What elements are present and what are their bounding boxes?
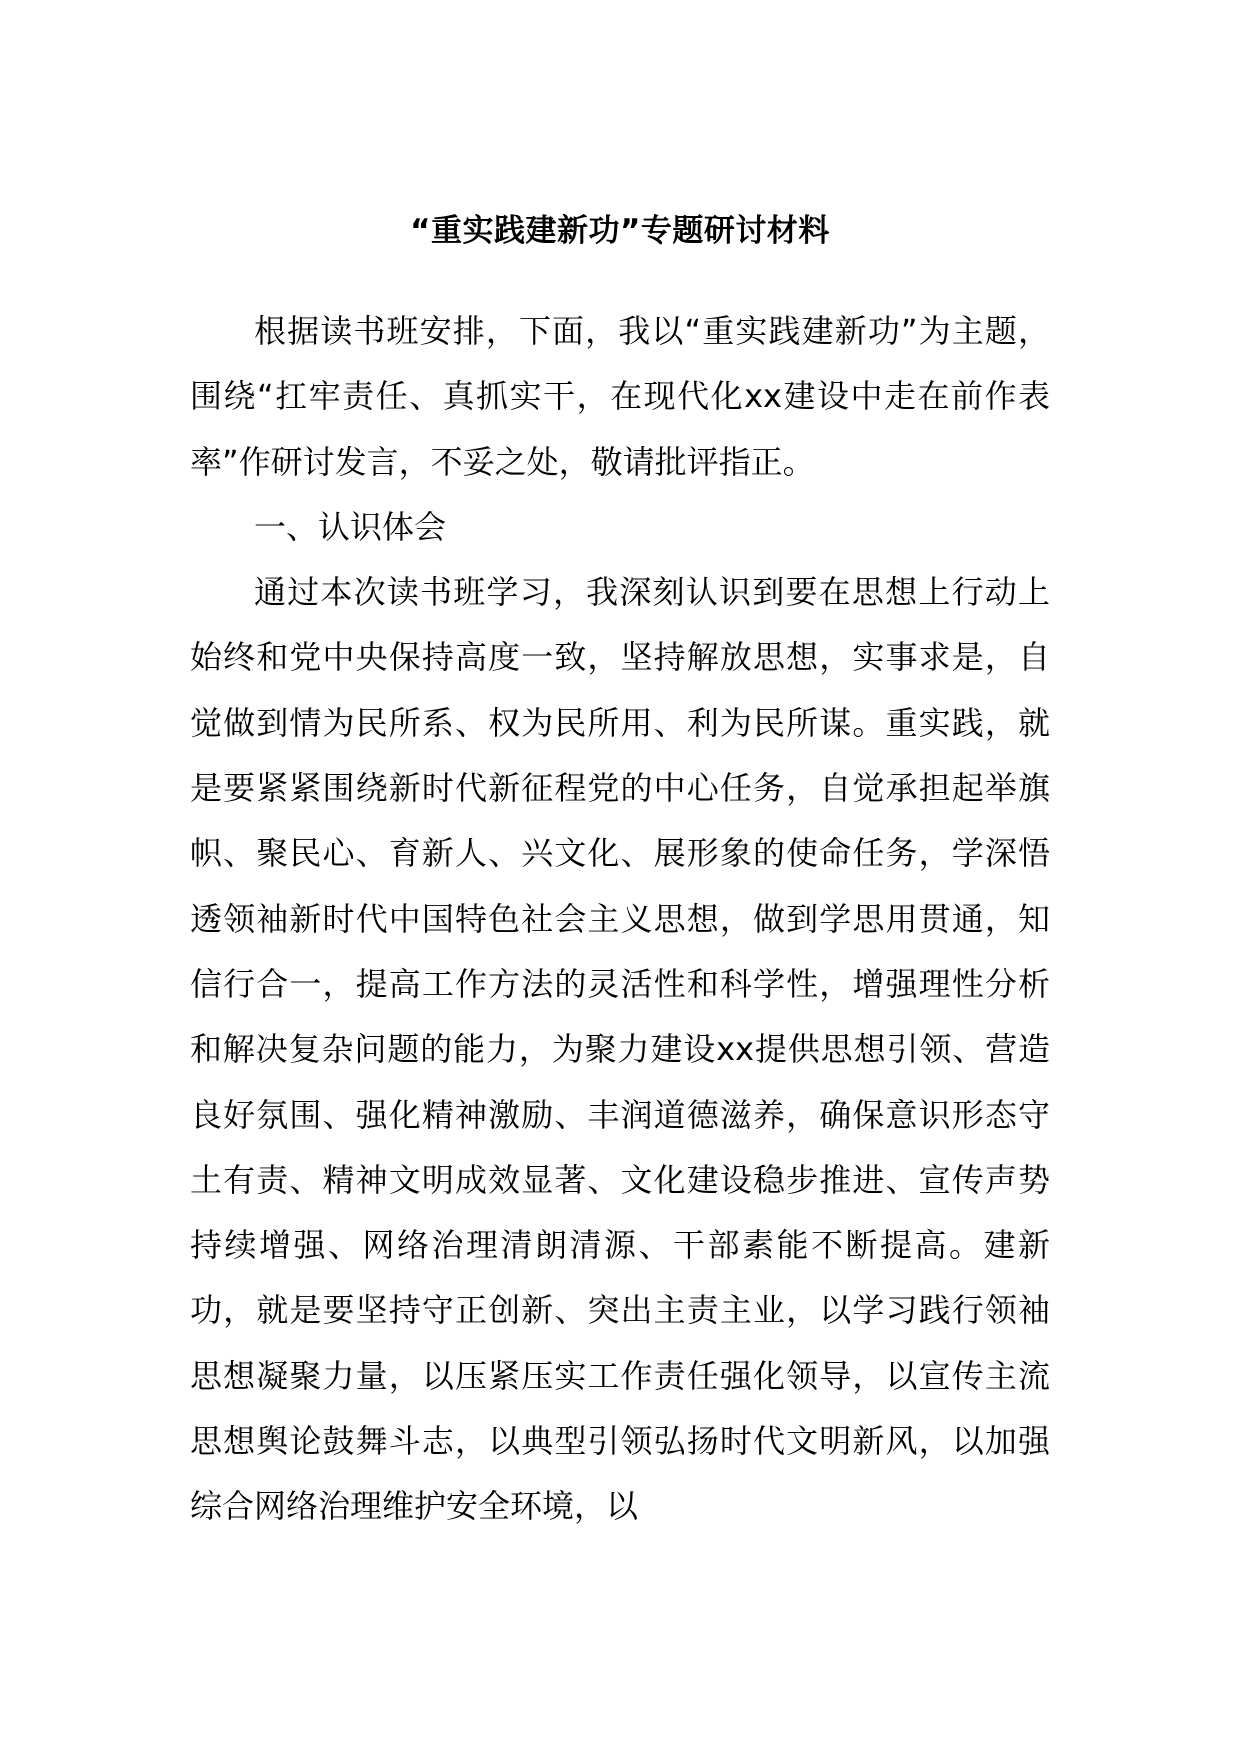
document-title: “重实践建新功”专题研讨材料 [410,213,830,249]
section-heading: 一、认识体会 [254,507,447,546]
paragraph-understanding: 通过本次读书班学习，我深刻认识到要在思想上行动上始终和党中央保持高度一致，坚持解放思想，实事求是，自觉做到情为民所系、权为民所用、利为民所谋。重实践，就是要紧紧围绕新时代新征程党的中心任务，自觉承担起举旗帜、聚民心、育新人、兴文化、展形象的使命任务，学深悟透领袖新时代中国特色社会主义思想，做到学思用贯通，知信行合一，提高工作方法的灵活性和科学性，增强理性分析和解决复杂问题的能力，为聚力建设xx提供思想引领、营造良好氛围、强化精神激励、丰润道德滋养，确保意识形态守土有责、精神文明成效显著、文化建设稳步推进、宣传声势持续增强、网络治理清朗清源、干部素能不断提高。建新功，就是要坚持守正创新、突出主责主业，以学习践行领袖思想凝聚力量，以压紧压实工作责任强化领导，以宣传主流思想舆论鼓舞斗志，以典型引领弘扬时代文明新风，以加强综合网络治理维护安全环境，以 [190,573,1050,1526]
paragraph-intro: 根据读书班安排，下面，我以“重实践建新功”为主题，围绕“扛牢责任、真抓实干，在现代化xx建设中走在前作表率”作研讨发言，不妥之处，敬请批评指正。 [190,312,1050,481]
document-body [190,299,1050,1540]
